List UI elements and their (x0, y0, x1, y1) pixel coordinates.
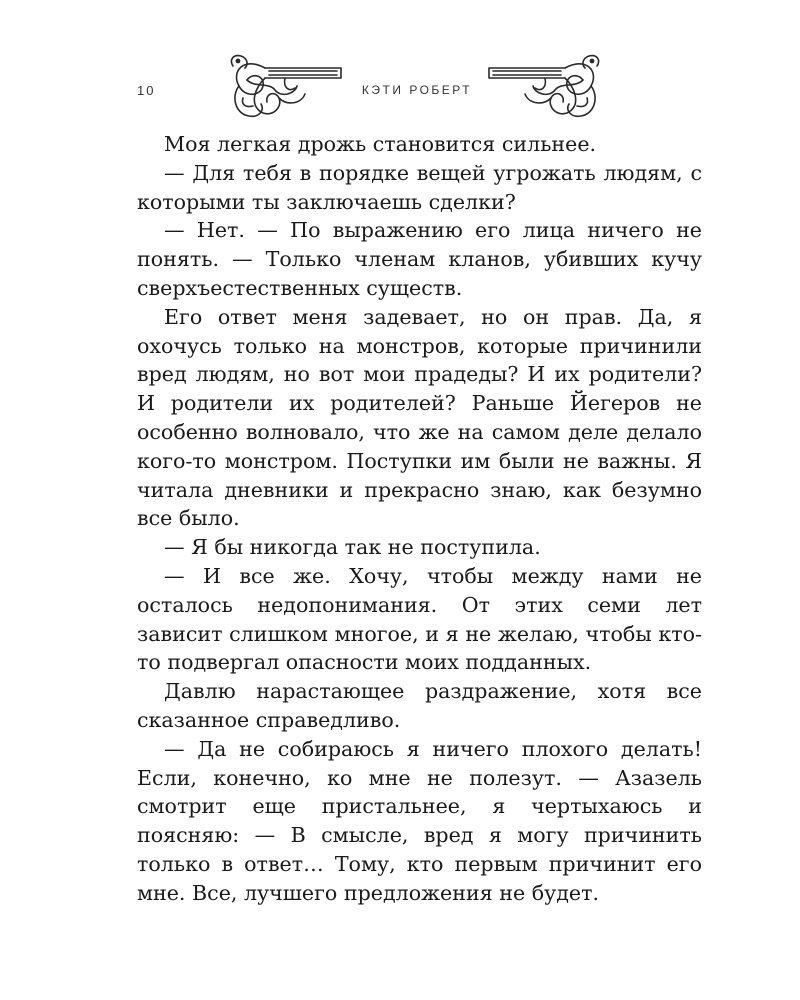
page-number: 10 (137, 83, 156, 98)
paragraph: — И все же. Хочу, чтобы между нами не осталось недопонимания. От этих семи лет зависит слишком многое, и я не желаю, чтобы кто-то подвергал опасности моих подданных. (137, 563, 702, 675)
paragraph: Давлю нарастающее раздражение, хотя все сказанное справедливо. (137, 679, 702, 732)
paragraph: — Да не собираюсь я ничего плохого делать! Если, конечно, ко мне не полезут. — Азазель смотрит еще пристальнее, я чертыхаюсь и поясняю: — В смысле, вред я могу причинить только в ответ… Тому, кто первым причинит его мне. Все, лучшего предложения не будет. (137, 736, 702, 905)
paragraph: Его ответ меня задевает, но он прав. Да, я охочусь только на монстров, которые причинили вред людям, но вот мои прадеды? И их родители? И родители их родителей? Раньше Йегеров не особенно волновало, что же на самом деле делало кого-то монстром. Поступки им были не важны. Я читала дневники и прекрасно знаю, как безумно все было. (137, 304, 702, 531)
celtic-knot-ornament-left-icon (225, 48, 345, 124)
paragraph: — Я бы никогда так не поступила. (164, 535, 541, 560)
book-body-text (137, 130, 702, 908)
page-header (0, 40, 800, 130)
paragraph: — Для тебя в порядке вещей угрожать людям, с которыми ты заключаешь сделки? (137, 160, 702, 214)
celtic-knot-ornament-right-icon (485, 48, 605, 124)
running-title-author: КЭТИ РОБЕРТ (361, 83, 473, 97)
paragraph: — Нет. — По выражению его лица ничего не понять. — Только членам кланов, убивших кучу сверхъестественных существ. (137, 218, 702, 300)
paragraph: Моя легкая дрожь становится сильнее. (164, 132, 597, 156)
